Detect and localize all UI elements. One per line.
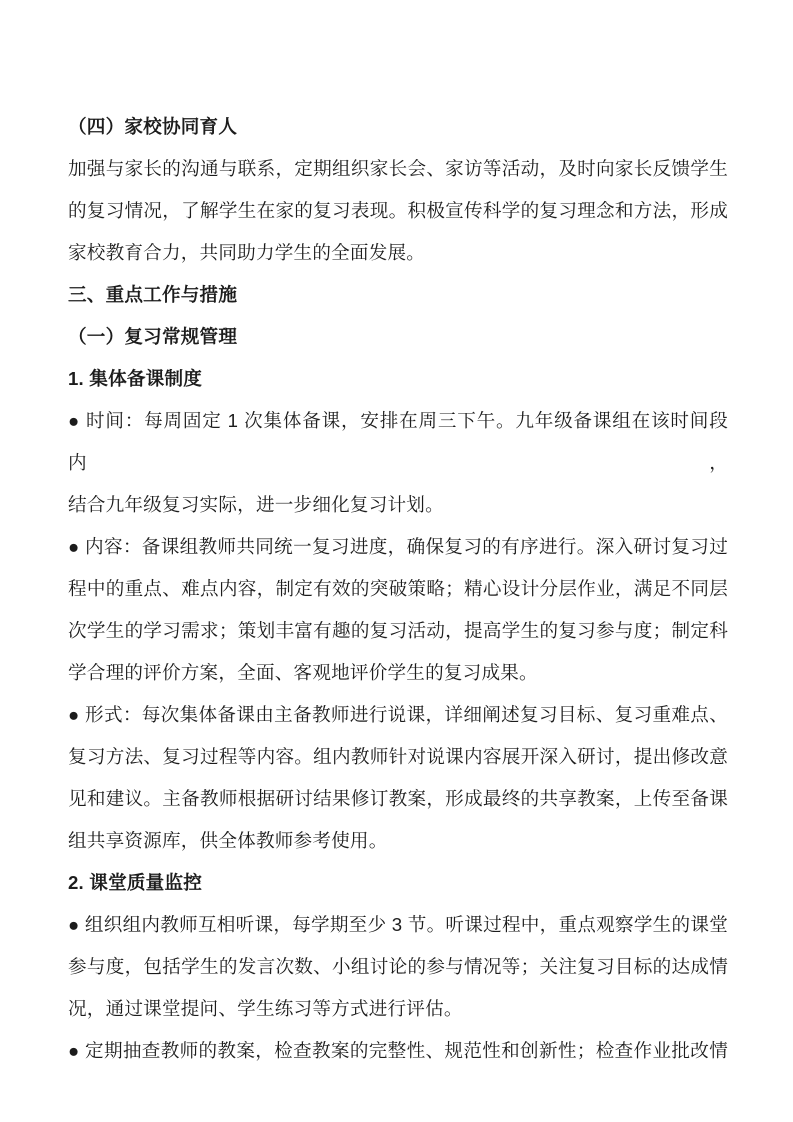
heading-classroom-quality-monitoring: 2. 课堂质量监控 <box>68 872 203 893</box>
text-line: 的复习情况，了解学生在家的复习表现。积极宣传科学的复习理念和方法，形成 <box>68 200 728 221</box>
text-line: 见和建议。主备教师根据研讨结果修订教案，形成最终的共享教案，上传至备课 <box>68 788 728 809</box>
text-line: 组共享资源库，供全体教师参考使用。 <box>68 830 388 851</box>
text-line: 学合理的评价方案，全面、客观地评价学生的复习成果。 <box>68 662 538 683</box>
bullet-paragraph-time <box>68 400 728 526</box>
text-line: 程中的重点、难点内容，制定有效的突破策略；精心设计分层作业，满足不同层 <box>68 578 728 599</box>
text-line: 家校教育合力，共同助力学生的全面发展。 <box>68 242 426 263</box>
text-line: 参与度，包括学生的发言次数、小组讨论的参与情况等；关注复习目标的达成情 <box>68 956 728 977</box>
text-line: ● 内容：备课组教师共同统一复习进度，确保复习的有序进行。深入研讨复习过 <box>68 536 728 557</box>
bullet-paragraph-lesson-plan-check <box>68 1030 728 1072</box>
heading-key-work-measures: 三、重点工作与措施 <box>68 284 238 305</box>
text-line: 况，通过课堂提问、学生练习等方式进行评估。 <box>68 998 463 1019</box>
text-line: ● 组织组内教师互相听课，每学期至少 3 节。听课过程中，重点观察学生的课堂 <box>68 914 728 935</box>
text-line: ● 形式：每次集体备课由主备教师进行说课，详细阐述复习目标、复习重难点、 <box>68 704 728 725</box>
heading-collective-lesson-prep: 1. 集体备课制度 <box>68 368 203 389</box>
bullet-paragraph-format <box>68 694 728 862</box>
text-line: 次学生的学习需求；策划丰富有趣的复习活动，提高学生的复习参与度；制定科 <box>68 620 728 641</box>
paragraph-family-communication <box>68 148 728 274</box>
text-line: 结合九年级复习实际，进一步细化复习计划。 <box>68 494 444 515</box>
text-line: ● 定期抽查教师的教案，检查教案的完整性、规范性和创新性；检查作业批改情 <box>68 1040 728 1061</box>
text-line: ● 时间：每周固定 1 次集体备课，安排在周三下午。九年级备课组在该时间段内， <box>68 410 728 473</box>
heading-review-routine-management: （一）复习常规管理 <box>68 326 238 347</box>
bullet-paragraph-content <box>68 526 728 694</box>
text-line: 加强与家长的沟通与联系，定期组织家长会、家访等活动，及时向家长反馈学生 <box>68 158 728 179</box>
bullet-paragraph-peer-observation <box>68 904 728 1030</box>
heading-family-school-education: （四）家校协同育人 <box>68 116 238 137</box>
text-line: 复习方法、复习过程等内容。组内教师针对说课内容展开深入研讨，提出修改意 <box>68 746 728 767</box>
